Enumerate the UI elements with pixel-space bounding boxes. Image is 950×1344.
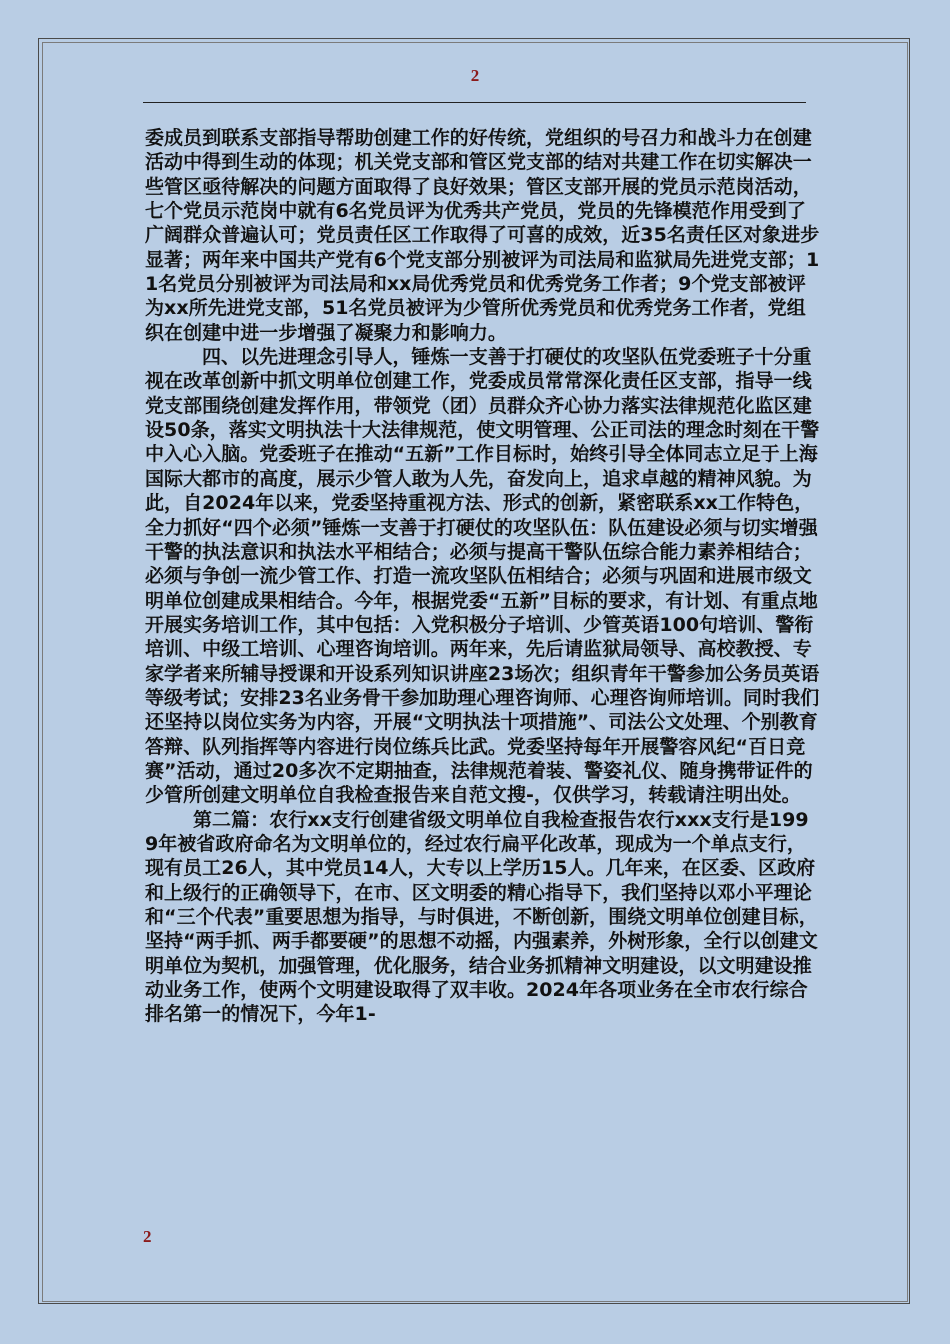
footer-page-number: 2 [143, 1227, 152, 1246]
paragraph-continuation: 委成员到联系支部指导帮助创建工作的好传统，党组织的号召力和战斗力在创建活动中得到生动的体现；机关党支部和管区党支部的结对共建工作在切实解决一些管区亟待解决的问题方面取得了良好效果；管区支部开展的党员示范岗活动，七个党员示范岗中就有6名党员评为优秀共产党员，党员的先锋模范作用受到了广阔群众普遍认可；党员责任区工作取得了可喜的成效，近35名责任区对象进步显著；两年来中国共产党有6个党支部分别被评为司法局和监狱局先进党支部；11名党员分别被评为司法局和xx局优秀党员和优秀党务工作者；9个党支部被评为xx所先进党支部，51名党员被评为少管所优秀党员和优秀党务工作者，党组织在创建中进一步增强了凝聚力和影响力。 [145, 127, 820, 344]
header-divider [143, 102, 806, 103]
paragraph-second-article: 第二篇：农行xx支行创建省级文明单位自我检查报告农行xxx支行是1999年被省政府命名为文明单位的，经过农行扁平化改革，现成为一个单点支行，现有员工26人，其中党员14人，大专以上学历15人。几年来，在区委、区政府和上级行的正确领导下，在市、区文明委的精心指导下，我们坚持以邓小平理论和“三个代表”重要思想为指导，与时俱进，不断创新，围绕文明单位创建目标，坚持“两手抓、两手都要硬”的思想不动摇，内强素养，外树形象，全行以创建文明单位为契机，加强管理，优化服务，结合业务抓精神文明建设，以文明建设推动业务工作，使两个文明建设取得了双丰收。2024年各项业务在全市农行综合排名第一的情况下，今年1- [145, 808, 818, 1026]
paragraph-section-four: 四、以先进理念引导人，锤炼一支善于打硬仗的攻坚队伍党委班子十分重视在改革创新中抓文明单位创建工作，党委成员常常深化责任区支部，指导一线党支部围绕创建发挥作用，带领党（团）员群众齐心协力落实法律规范化监区建设50条，落实文明执法十大法律规范，使文明管理、公正司法的理念时刻在干警中入心入脑。党委班子在推动“五新”工作目标时，始终引导全体同志立足于上海国际大都市的高度，展示少管人敢为人先，奋发向上，追求卓越的精神风貌。为此，自2024年以来，党委坚持重视方法、形式的创新，紧密联系xx工作特色，全力抓好“四个必须”锤炼一支善于打硬仗的攻坚队伍：队伍建设必须与切实增强干警的执法意识和执法水平相结合；必须与提高干警队伍综合能力素养相结合；必须与争创一流少管工作、打造一流攻坚队伍相结合；必须与巩固和进展市级文明单位创建成果相结合。今年，根据党委“五新”目标的要求，有计划、有重点地开展实务培训工作，其中包括：入党积极分子培训、少管英语100句培训、警衔培训、中级工培训、心理咨询培训。两年来，先后请监狱局领导、高校教授、专家学者来所辅导授课和开设系列知识讲座23场次；组织青年干警参加公务员英语等级考试；安排23名业务骨干参加助理心理咨询师、心理咨询师培训。同时我们还坚持以岗位实务为内容，开展“文明执法十项措施”、司法公文处理、个别教育答辩、队列指挥等内容进行岗位练兵比武。党委坚持每年开展警容风纪“百日竞赛”活动，通过20多次不定期抽查，法律规范着装、警姿礼仪、随身携带证件的少管所创建文明单位自我检查报告来自范文搜-，仅供学习，转载请注明出处。 [145, 346, 820, 807]
document-body [145, 126, 820, 1027]
header-page-number: 2 [470, 66, 480, 85]
